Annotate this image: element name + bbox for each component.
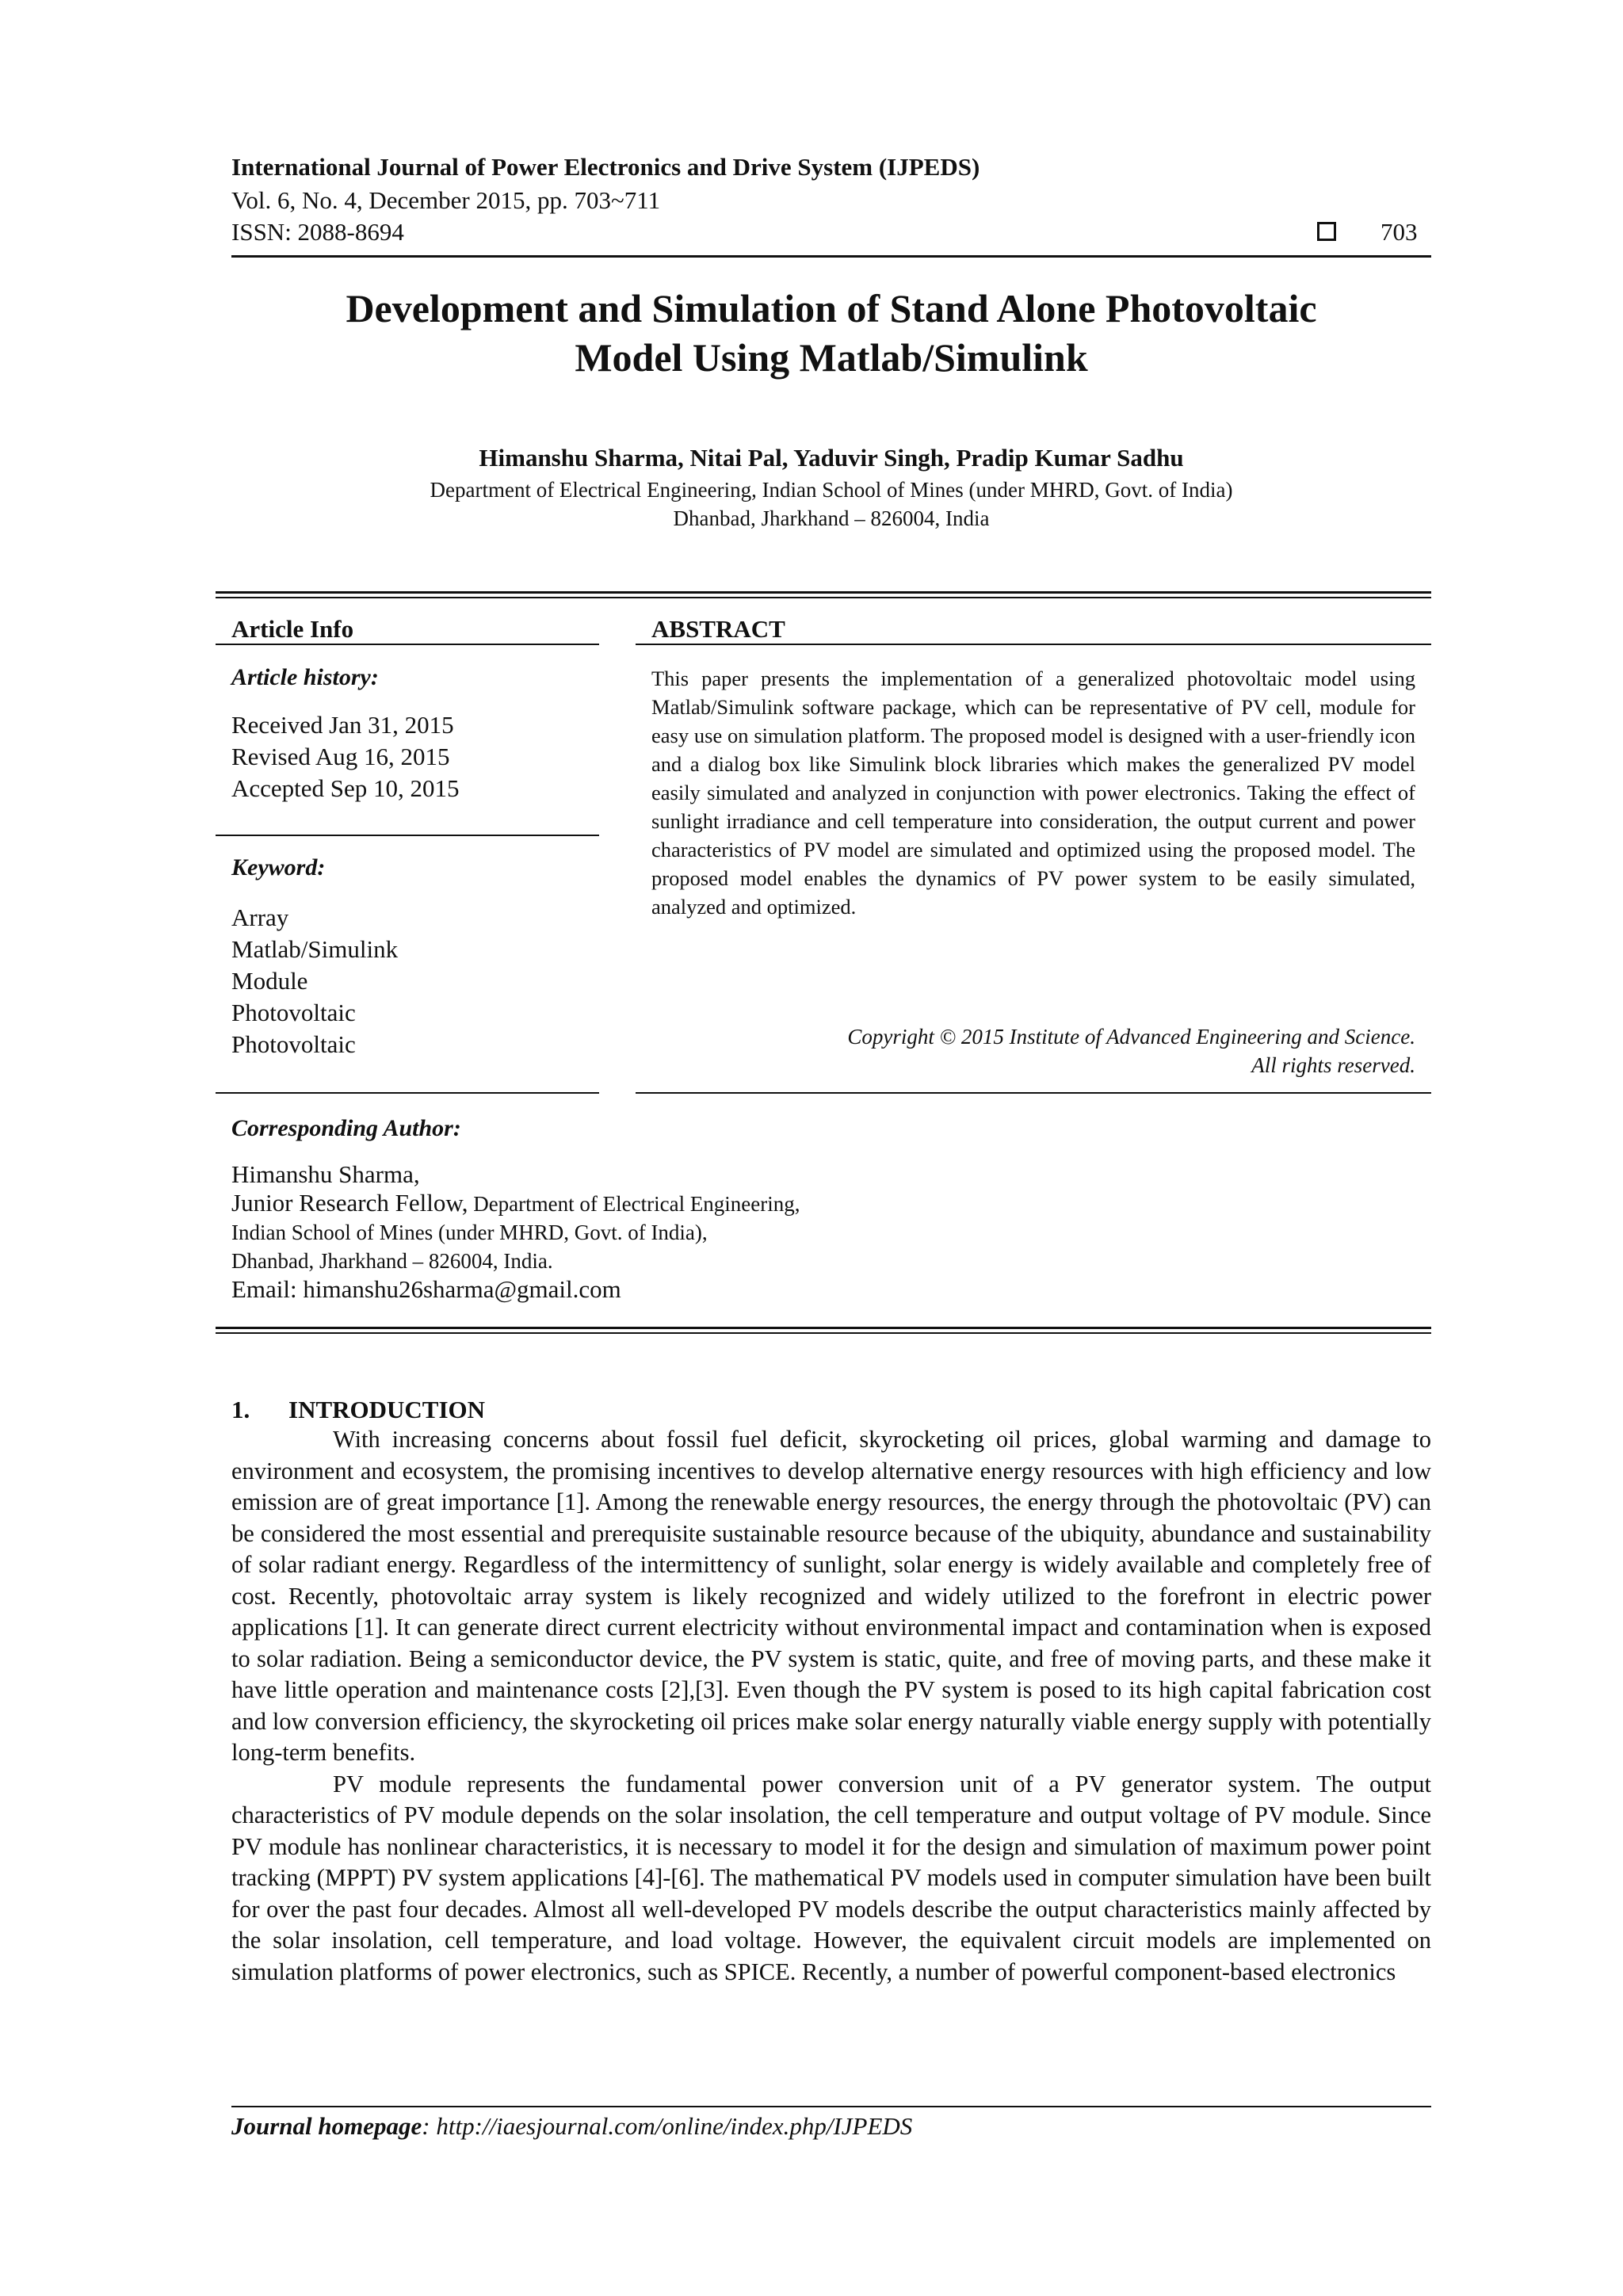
copyright-notice	[651, 1022, 1415, 1079]
history-accepted: Accepted Sep 10, 2015	[231, 774, 460, 802]
abstract-text: This paper presents the implementation of a generalized photovoltaic model using Matlab/Simulink software package, which can be representative of PV cell, module for easy use on simulation platform. The proposed model is designed with a user-friendly icon and a dialog box like Simulink block libraries which makes the generalized PV model easily simulated and analyzed in conjunction with power electronics. Taking the effect of sunlight irradiance and cell temperature into consideration, the output current and power characteristics of PV model are simulated and optimized using the proposed model. The proposed model enables the dynamics of PV power system to be easily simulated, analyzed and optimized.	[651, 667, 1415, 919]
keyword-list	[231, 902, 398, 1060]
author-list: Himanshu Sharma, Nitai Pal, Yaduvir Singh, Pradip Kumar Sadhu	[479, 444, 1184, 472]
info-box-bottom-rule-inner	[216, 1332, 1431, 1334]
keyword-item: Matlab/Simulink	[231, 935, 399, 963]
info-box-top-rule	[216, 591, 1431, 594]
journal-name: International Journal of Power Electronics and Drive System (IJPEDS)	[231, 153, 980, 181]
section-title: INTRODUCTION	[288, 1396, 486, 1423]
info-box-bottom-rule	[216, 1327, 1431, 1329]
keyword-heading: Keyword:	[231, 854, 326, 881]
author-institution: Indian School of Mines (under MHRD, Govt. of India),	[231, 1221, 708, 1244]
corresponding-author-details	[231, 1160, 800, 1304]
article-history-list	[231, 709, 460, 804]
page-number: 703	[1381, 218, 1418, 246]
history-received: Received Jan 31, 2015	[231, 711, 454, 739]
title-line-2: Model Using Matlab/Simulink	[575, 335, 1088, 380]
history-revised: Revised Aug 16, 2015	[231, 743, 450, 770]
journal-homepage	[231, 2112, 912, 2141]
corresponding-author-heading: Corresponding Author:	[231, 1115, 461, 1141]
footer-divider	[231, 2106, 1431, 2107]
author-department: Department of Electrical Engineering,	[468, 1192, 800, 1216]
keyword-item: Photovoltaic	[231, 999, 356, 1026]
homepage-url: : http://iaesjournal.com/online/index.php/IJPEDS	[422, 2112, 913, 2140]
affiliation	[231, 476, 1431, 533]
journal-volume: Vol. 6, No. 4, December 2015, pp. 703~711	[231, 186, 661, 214]
copyright-line-1: Copyright © 2015 Institute of Advanced Engineering and Science.	[847, 1025, 1415, 1049]
keyword-item: Photovoltaic	[231, 1030, 356, 1058]
author-email: Email: himanshu26sharma@gmail.com	[231, 1275, 621, 1303]
abstract-heading: ABSTRACT	[651, 615, 785, 643]
article-info-heading: Article Info	[231, 615, 354, 643]
keyword-item: Array	[231, 904, 289, 931]
author-name: Himanshu Sharma,	[231, 1160, 420, 1188]
keyword-item: Module	[231, 967, 308, 995]
history-divider	[216, 835, 599, 836]
affiliation-line-1: Department of Electrical Engineering, Indian School of Mines (under MHRD, Govt. of India)	[430, 478, 1233, 502]
info-box-top-rule-inner	[216, 597, 1431, 598]
section-heading	[231, 1396, 485, 1424]
journal-issn: ISSN: 2088-8694	[231, 218, 404, 246]
section-number: 1.	[231, 1396, 250, 1423]
introduction-body	[231, 1424, 1431, 1988]
article-history-heading: Article history:	[231, 664, 379, 690]
title-line-1: Development and Simulation of Stand Alone Photovoltaic	[346, 286, 1317, 330]
author-position-line	[231, 1189, 800, 1218]
paragraph: PV module represents the fundamental power conversion unit of a PV generator system. The output characteristics of PV module depends on the solar insolation, the cell temperature and output voltage of PV module. Since PV module has nonlinear characteristics, it is necessary to model it for the design and simulation of maximum power point tracking (MPPT) PV system applications [4]-[6]. The mathematical PV models used in computer simulation have been built for over the past four decades. Almost all well-developed PV models describe the output characteristics mainly affected by the solar insolation, cell temperature, and load voltage. However, the equivalent circuit models are implemented on simulation platforms of power electronics, such as SPICE. Recently, a number of powerful component-based electronics	[231, 1770, 1431, 1985]
paragraph: With increasing concerns about fossil fuel deficit, skyrocketing oil prices, global warming and damage to environment and ecosystem, the promising incentives to develop alternative energy resources with high efficiency and low emission are of great importance [1]. Among the renewable energy resources, the energy through the photovoltaic (PV) can be considered the most essential and prerequisite sustainable resource because of the ubiquity, abundance and sustainability of solar radiant energy. Regardless of the intermittency of sunlight, solar energy is widely available and completely free of cost. Recently, photovoltaic array system is likely recognized and widely utilized to the forefront in electric power applications [1]. It can generate direct current electricity without environmental impact and contamination when is exposed to solar radiation. Being a semiconductor device, the PV system is static, quite, and free of moving parts, and these make it have little operation and maintenance costs [2],[3]. Even though the PV system is posed to its high capital fabrication cost and low conversion efficiency, the skyrocketing oil prices make solar energy naturally viable energy supply with potentially long-term benefits.	[231, 1426, 1431, 1766]
author-address: Dhanbad, Jharkhand – 826004, India.	[231, 1249, 553, 1273]
copyright-line-2: All rights reserved.	[1251, 1053, 1415, 1077]
affiliation-line-2: Dhanbad, Jharkhand – 826004, India	[673, 506, 990, 530]
article-info-bottom-rule	[216, 1092, 599, 1094]
author-position: Junior Research Fellow,	[231, 1189, 468, 1217]
abstract-rule	[636, 644, 1431, 645]
article-info-rule	[216, 644, 599, 645]
homepage-label: Journal homepage	[231, 2112, 422, 2140]
paper-title	[231, 284, 1431, 382]
square-icon	[1317, 222, 1336, 241]
abstract-bottom-rule	[636, 1092, 1431, 1094]
header-divider	[231, 255, 1431, 258]
